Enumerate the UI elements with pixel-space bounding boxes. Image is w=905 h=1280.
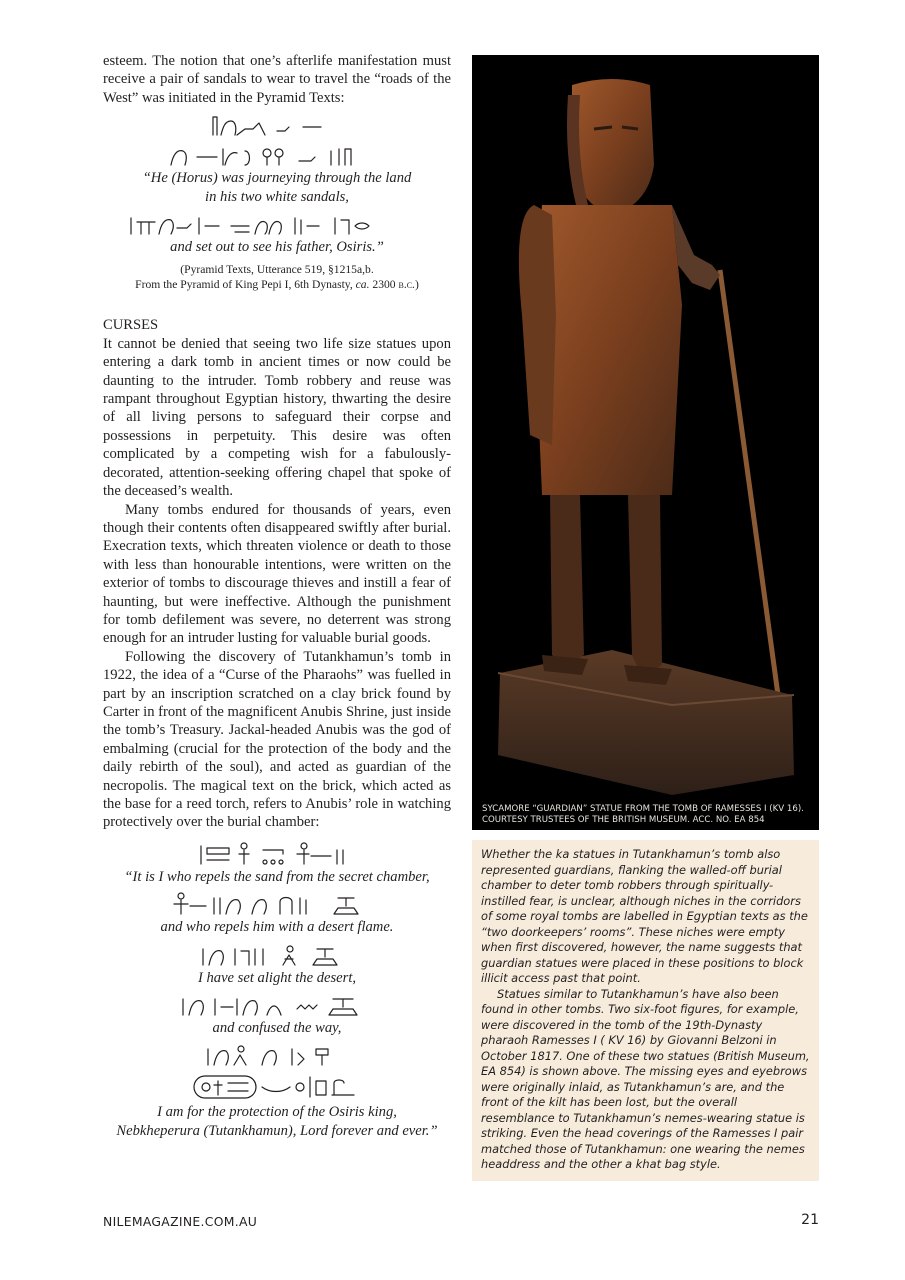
page-number: 21 — [801, 1212, 819, 1228]
cartouche-icon — [103, 1073, 451, 1101]
body-paragraph: Many tombs endured for thousands of years, even though their contents often disappeared swiftly after burial. Execration texts, which threaten violence or death to those with less than honourable intentions, were written on the exterior of tombs to discourage thieves and instill a fear of haunting, but were ineffective. Although the punishment for tomb defilement was severe, no deterrent was strong enough for an intruder lusting for valuable burial goods. — [103, 501, 451, 647]
section-heading: CURSES — [103, 317, 159, 334]
hieroglyph-row-icon — [103, 143, 451, 167]
quote-line: “He (Horus) was journeying through the land — [142, 170, 412, 187]
article-column — [103, 52, 451, 1140]
body-paragraph: Following the discovery of Tutankhamun’s tomb in 1922, the idea of a “Curse of the Pharaohs” was fuelled in part by an inscription scratched on a clay brick found by Carter in front of the magnificent Anubis Shrine, just inside the tomb’s Treasury. Jackal-headed Anubis was the god of embalming (crucial for the protection of the body and the daily rebirth of the soul), and acted as guardian of the necropolis. The magical text on the brick, which acted as the base for a reed torch, refers to Anubis’ role in watching protectively over the burial chamber: — [103, 648, 451, 831]
hieroglyph-row-icon — [103, 892, 451, 916]
hieroglyph-row-icon — [103, 1043, 451, 1067]
hieroglyph-row-icon — [103, 993, 451, 1017]
hieroglyph-row-icon — [103, 943, 451, 967]
body-paragraph: It cannot be denied that seeing two life size statues upon entering a dark tomb in ancient times or now could be daunting to the intruder. Tomb robbery and reuse was rampant throughout Egyptian history, thwarting the desire of all living persons to safeguard their corpse and possessions in perpetuity. This desire was often complicated by a competing wish for a fabulously-decorated, attention-seeking offering chapel that spoke of the deceased’s wealth. — [103, 335, 451, 500]
curse-line: I am for the protection of the Osiris king, — [157, 1104, 397, 1121]
curse-line: “It is I who repels the sand from the secret chamber, — [124, 868, 430, 885]
citation-source: From the Pyramid of King Pepi I, 6th Dynasty, — [135, 278, 356, 292]
hieroglyph-row-icon — [103, 212, 451, 236]
intro-paragraph: esteem. The notion that one’s afterlife manifestation must receive a pair of sandals to wear to travel the “roads of the West” was initiated in the Pyramid Texts: — [103, 53, 451, 106]
quote-line: and set out to see his father, Osiris.” — [170, 239, 384, 256]
curse-line: and confused the way, — [212, 1020, 342, 1037]
sidebar-paragraph: Whether the ka statues in Tutankhamun’s tomb also represented guardians, flanking the walled-off burial chamber to deter tomb robbers through spiritually-instilled fear, is unclear, although niches in the corridors of some royal tombs are labelled in Egyptian texts as the “two doorkeepers’ rooms”. These niches were empty when first discovered, however, the name suggests that guardian statues were placed in these positions to block illicit access past that point. — [481, 847, 808, 985]
hieroglyph-row-icon — [103, 842, 451, 866]
citation-line: (Pyramid Texts, Utterance 519, §1215a,b. — [180, 263, 374, 277]
citation-circa: ca. — [355, 278, 370, 292]
caption-line: COURTESY TRUSTEES OF THE BRITISH MUSEUM. ACC. NO. EA 854 — [482, 815, 765, 825]
statue-photo — [472, 55, 819, 830]
curse-line: and who repels him with a desert flame. — [160, 919, 394, 936]
sidebar-box — [472, 840, 819, 1181]
curse-line: I have set alight the desert, — [197, 969, 357, 986]
curse-line: Nebkheperura (Tutankhamun), Lord forever and ever.” — [116, 1122, 438, 1139]
sidebar-paragraph: Statues similar to Tutankhamun’s have also been found in other tombs. Two six-foot figures, for example, were discovered in the tomb of the 19th-Dynasty pharaoh Ramesses I ( KV 16) by Giovanni Belzoni in October 1817. One of these two statues (British Museum, EA 854) is shown above. The missing eyes and eyebrows were originally inlaid, as Tutankhamun’s are, and the front of the kilt has been lost, but the overall resemblance to Tutankhamun’s nemes-wearing statue is striking. Even the head coverings of the Ramesses I pair matched those of Tutankhamun: one wearing the nemes headdress and the other a khat bag style. — [481, 986, 810, 1171]
site-link[interactable]: NILEMAGAZINE.COM.AU — [103, 1214, 258, 1229]
citation-line — [103, 277, 451, 292]
hieroglyph-row-icon — [103, 113, 451, 137]
photo-caption — [482, 804, 812, 826]
quote-line: in his two white sandals, — [205, 188, 349, 205]
caption-line: SYCAMORE “GUARDIAN” STATUE FROM THE TOMB OF RAMESSES I (KV 16). — [482, 804, 804, 814]
citation-date: 2300 b.c.) — [369, 278, 419, 292]
